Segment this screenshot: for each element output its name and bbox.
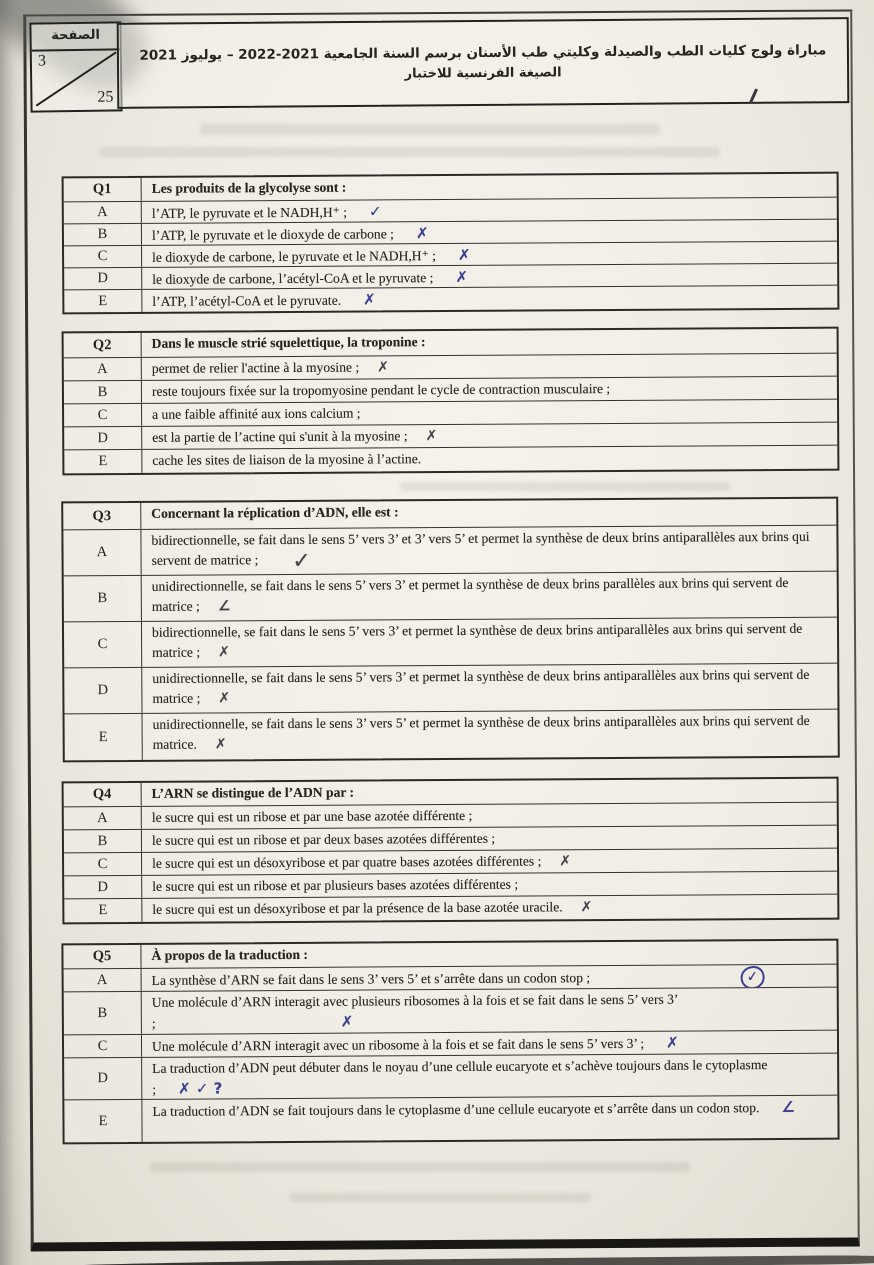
bleedthrough-ghost bbox=[400, 482, 730, 491]
question-table-q2 bbox=[62, 327, 840, 476]
handwritten-mark: ✗ bbox=[455, 267, 469, 286]
option-letter: E bbox=[64, 450, 142, 473]
question-id: Q3 bbox=[63, 503, 141, 529]
option-text-cell bbox=[142, 572, 837, 621]
option-text: Une molécule d’ARN interagit avec un ribosome à la fois et se fait dans le sens 5’ vers 3’ ; bbox=[151, 1035, 645, 1054]
option-letter: C bbox=[64, 622, 142, 667]
question-title: L’ARN se distingue de l’ADN par : bbox=[151, 784, 355, 801]
question-header-row bbox=[63, 499, 836, 530]
option-text: unidirectionnelle, se fait dans le sens 5’ vers 3’ et permet la synthèse de deux brins antiparallèles aux brins qui servent de matrice ; bbox=[152, 666, 810, 706]
handwritten-mark: ✗ ✓ ? bbox=[178, 1079, 223, 1098]
question-table-q4 bbox=[62, 777, 840, 925]
option-text: reste toujours fixée sur la tropomyosine pendant le cycle de contraction musculaire ; bbox=[151, 381, 611, 399]
bleedthrough-ghost bbox=[100, 147, 720, 157]
option-text-cell bbox=[142, 988, 837, 1034]
option-text-cell bbox=[142, 826, 837, 852]
option-letter: C bbox=[64, 246, 142, 267]
option-text: cache les sites de liaison de la myosine à l’actine. bbox=[152, 451, 422, 468]
option-text: le dioxyde de carbone, le pyruvate et le NADH,H⁺ ; bbox=[152, 248, 436, 265]
question-header-row bbox=[64, 329, 837, 358]
option-row-b bbox=[64, 825, 837, 853]
option-text: le sucre qui est un désoxyribose et par quatre bases azotées différentes ; bbox=[152, 853, 542, 871]
handwritten-mark: ✗ bbox=[425, 428, 438, 445]
handwritten-mark: ✗ bbox=[580, 899, 593, 916]
option-text-cell bbox=[142, 446, 837, 473]
option-row-a bbox=[64, 353, 837, 381]
option-text: l’ATP, le pyruvate et le NADH,H⁺ ; bbox=[151, 204, 348, 221]
handwritten-mark: ∠ bbox=[217, 598, 231, 615]
option-row-c bbox=[64, 1030, 837, 1058]
question-header-row bbox=[64, 174, 837, 202]
option-row-c bbox=[64, 399, 837, 427]
question-id: Q4 bbox=[64, 783, 142, 806]
handwritten-mark: ✗ bbox=[559, 853, 572, 870]
option-text-cell bbox=[142, 1054, 837, 1099]
option-text-cell bbox=[142, 872, 837, 898]
handwritten-mark: ✗ bbox=[666, 1033, 679, 1052]
option-text-cell bbox=[142, 664, 837, 713]
option-text: permet de relier l'actine à la myosine ; bbox=[151, 359, 360, 376]
option-letter: C bbox=[64, 1035, 142, 1057]
option-letter: C bbox=[64, 853, 142, 875]
option-text-cell bbox=[142, 220, 837, 245]
handwritten-mark: ✗ bbox=[457, 245, 471, 264]
bleedthrough-ghost bbox=[290, 1193, 590, 1202]
option-row-b bbox=[64, 987, 837, 1035]
option-letter: E bbox=[64, 899, 142, 922]
option-row-a bbox=[64, 964, 837, 992]
option-letter: D bbox=[64, 668, 142, 713]
option-row-e bbox=[65, 709, 838, 761]
option-text-cell bbox=[142, 377, 837, 403]
exam-title-arabic: مباراة ولوج كليات الطب والصيدلة وكليتي طب الأسنان برسم السنة الجامعية 2021-2022 – يوليوز 2021 bbox=[139, 41, 827, 64]
option-row-c bbox=[64, 617, 837, 668]
option-text-cell bbox=[142, 400, 837, 426]
question-table-q5 bbox=[61, 939, 839, 1145]
option-text: bidirectionnelle, se fait dans le sens 5’ vers 3’ et permet la synthèse de deux brins antiparallèles aux brins qui servent de matrice ; bbox=[151, 620, 803, 660]
option-row-b bbox=[64, 571, 837, 622]
handwritten-mark: ✗ bbox=[218, 644, 230, 661]
option-text: est la partie de l’actine qui s'unit à la myosine ; bbox=[152, 428, 408, 445]
option-letter: C bbox=[64, 404, 142, 426]
question-id: Q5 bbox=[63, 945, 141, 968]
option-text: La traduction d’ADN se fait toujours dans le cytoplasme d’une cellule eucaryote et s’arrête dans un codon stop. bbox=[152, 1100, 760, 1119]
option-row-e bbox=[64, 285, 837, 313]
total-pages-number: 25 bbox=[97, 88, 114, 106]
option-row-a bbox=[63, 525, 836, 576]
option-letter: A bbox=[63, 530, 141, 575]
option-row-d bbox=[64, 422, 837, 450]
option-text: unidirectionnelle, se fait dans le sens 5’ vers 3’ et permet la synthèse de deux brins parallèles aux brins qui servent de matrice ; bbox=[151, 574, 789, 614]
option-letter: B bbox=[64, 992, 142, 1034]
option-letter: D bbox=[64, 876, 142, 898]
option-text: Une molécule d’ARN interagit avec plusieurs ribosomes à la fois et se fait dans le sens 5’ vers 3’ ; bbox=[151, 991, 678, 1031]
option-letter: E bbox=[64, 290, 142, 312]
option-row-c bbox=[64, 848, 837, 876]
option-text: l’ATP, l’acétyl-CoA et le pyruvate. bbox=[152, 292, 342, 309]
option-letter: A bbox=[64, 969, 142, 991]
option-text: le sucre qui est un ribose et par plusieurs bases azotées différentes ; bbox=[152, 876, 519, 894]
handwritten-mark: ✗ bbox=[340, 1012, 354, 1031]
option-text-cell bbox=[142, 895, 837, 922]
option-row-b bbox=[64, 376, 837, 404]
option-text-cell bbox=[142, 286, 837, 312]
option-letter: D bbox=[64, 1058, 142, 1099]
bleedthrough-ghost bbox=[200, 124, 660, 135]
question-id: Q1 bbox=[64, 178, 142, 201]
option-text-cell bbox=[142, 618, 837, 667]
option-text: le sucre qui est un désoxyribose et par la présence de la base azotée uracile. bbox=[152, 899, 563, 917]
question-table-q3 bbox=[61, 497, 840, 763]
handwritten-mark: ✗ bbox=[214, 736, 227, 753]
bleedthrough-ghost bbox=[150, 1162, 690, 1172]
option-text: La traduction d’ADN peut débuter dans le noyau d’une cellule eucaryote et s’achève toujours dans le cytoplasme ; bbox=[152, 1057, 768, 1097]
option-text-cell bbox=[142, 354, 837, 380]
option-text: unidirectionnelle, se fait dans le sens 3’ vers 5’ et permet la synthèse de deux brins antiparallèles aux brins qui servent de matrice. bbox=[152, 712, 810, 752]
option-letter: D bbox=[64, 268, 142, 289]
option-text-cell bbox=[142, 1031, 837, 1057]
option-text-cell bbox=[142, 198, 837, 223]
exam-subtitle-arabic: الصيغة الفرنسية للاختبار bbox=[404, 64, 562, 82]
option-row-d bbox=[64, 871, 837, 899]
handwritten-mark: ✗ bbox=[415, 224, 429, 243]
scan-edge-shadow bbox=[0, 0, 26, 1265]
question-header-row bbox=[64, 779, 837, 807]
question-title: Les produits de la glycolyse sont : bbox=[151, 179, 347, 196]
option-text-cell bbox=[142, 803, 837, 829]
option-text-cell bbox=[142, 965, 837, 991]
option-row-d bbox=[64, 1053, 837, 1100]
option-row-e bbox=[64, 445, 837, 474]
handwritten-mark: ✗ bbox=[218, 690, 231, 707]
handwritten-mark: ✓ bbox=[292, 548, 311, 574]
option-letter: A bbox=[64, 202, 142, 223]
question-table-q1 bbox=[62, 172, 840, 315]
option-text-cell bbox=[141, 526, 836, 575]
option-letter: A bbox=[64, 358, 142, 380]
option-letter: D bbox=[64, 427, 142, 449]
option-text-cell bbox=[142, 264, 837, 289]
option-text: l’ATP, le pyruvate et le dioxyde de carbone ; bbox=[151, 226, 394, 243]
handwritten-mark: ∠ bbox=[781, 1097, 795, 1116]
question-title: Concernant la réplication d’ADN, elle est : bbox=[151, 504, 399, 521]
exam-header-box bbox=[117, 17, 850, 109]
option-letter: B bbox=[64, 381, 142, 403]
option-letter: B bbox=[64, 224, 142, 245]
option-text-cell bbox=[142, 849, 837, 875]
option-text: le sucre qui est un ribose et par une base azotée différente ; bbox=[151, 807, 473, 825]
option-row-e bbox=[64, 894, 837, 923]
handwritten-mark: ✓ bbox=[739, 965, 765, 991]
handwritten-mark: ✗ bbox=[363, 290, 376, 309]
page-label-arabic: الصفحة bbox=[31, 23, 119, 51]
handwritten-mark: ✓ bbox=[368, 202, 382, 221]
option-text-cell bbox=[142, 1096, 837, 1142]
option-letter: B bbox=[64, 830, 142, 852]
option-text-cell bbox=[142, 423, 837, 449]
option-letter: E bbox=[64, 1100, 142, 1142]
question-title: Dans le muscle strié squelettique, la troponine : bbox=[151, 334, 426, 351]
option-text: bidirectionnelle, se fait dans le sens 5’ vers 3’ et 3’ vers 5’ et permet la synthèse de deux brins antiparallèles aux brins qui servent de matrice ; bbox=[151, 528, 810, 568]
option-letter: E bbox=[65, 714, 143, 760]
question-id: Q2 bbox=[64, 333, 142, 357]
page-number-box bbox=[29, 21, 122, 112]
page-fraction bbox=[32, 50, 121, 108]
next-page-edge bbox=[34, 1255, 874, 1265]
option-text: La synthèse d’ARN se fait dans le sens 3’ vers 5’ et s’arrête dans un codon stop ; bbox=[151, 970, 591, 988]
option-text: le sucre qui est un ribose et par deux bases azotées différentes ; bbox=[151, 830, 496, 848]
option-row-a bbox=[64, 802, 837, 830]
question-header-row bbox=[63, 941, 836, 969]
option-row-e bbox=[64, 1095, 837, 1143]
option-text: le dioxyde de carbone, l’acétyl-CoA et le pyruvate ; bbox=[152, 270, 434, 287]
option-text-cell bbox=[142, 242, 837, 267]
option-letter: A bbox=[64, 807, 142, 829]
option-text: a une faible affinité aux ions calcium ; bbox=[152, 405, 361, 422]
question-title: À propos de la traduction : bbox=[151, 946, 308, 963]
handwritten-mark: ✗ bbox=[377, 359, 389, 376]
current-page-number: 3 bbox=[37, 52, 47, 70]
option-row-d bbox=[64, 663, 837, 714]
option-text-cell bbox=[143, 710, 838, 760]
option-letter: B bbox=[64, 576, 142, 621]
